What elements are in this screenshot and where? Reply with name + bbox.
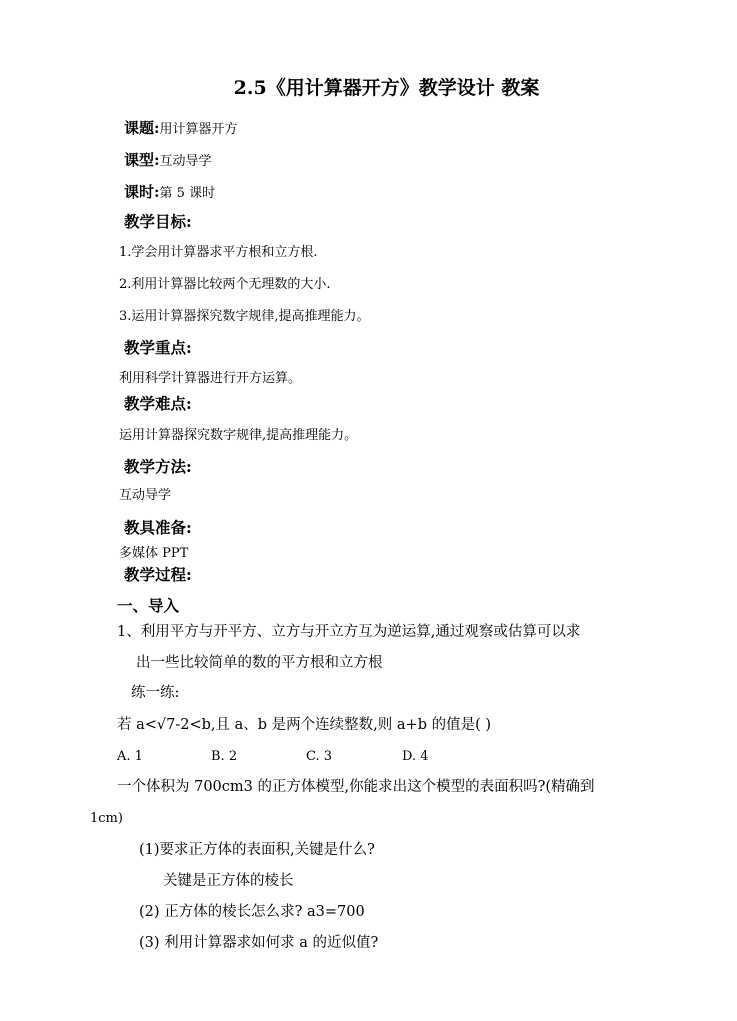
option-c: C. 3 [306,749,333,764]
type-value: 互动导学 [159,154,212,169]
problem-line-2: 1cm) [90,811,123,826]
topic-label: 课题: [124,119,160,137]
sub-question-2: (2) 正方体的棱长怎么求? a3=700 [139,904,365,920]
page-title: 2.5《用计算器开方》教学设计 教案 [233,77,540,99]
type-label: 课型: [124,151,160,169]
methods-text: 互动导学 [119,488,172,503]
practice-label: 练一练: [131,685,180,701]
section-intro-heading: 一、导入 [117,596,180,615]
sub-question-1-answer: 关键是正方体的棱长 [163,873,294,889]
topic-row [124,120,238,136]
objective-item-1: 1.学会用计算器求平方根和立方根. [119,245,318,260]
intro-item-1-line-2: 出一些比较简单的数的平方根和立方根 [136,655,383,671]
objective-item-2: 2.利用计算器比较两个无理数的大小. [119,277,331,292]
key-points-heading: 教学重点: [124,338,192,357]
type-row [124,152,212,168]
difficulties-heading: 教学难点: [124,394,192,413]
intro-item-1-line-1: 1、利用平方与开平方、立方与开立方互为逆运算,通过观察或估算可以求 [117,624,581,640]
sub-question-1: (1)要求正方体的表面积,关键是什么? [139,842,375,858]
sub-question-3: (3) 利用计算器求如何求 a 的近似值? [139,935,379,951]
period-label: 课时: [124,183,160,201]
period-value: 第 5 课时 [159,186,216,201]
key-points-text: 利用科学计算器进行开方运算。 [119,371,302,386]
methods-heading: 教学方法: [124,457,192,476]
objective-item-3: 3.运用计算器探究数字规律,提高推理能力。 [119,309,370,324]
option-d: D. 4 [402,749,429,764]
objectives-heading: 教学目标: [124,212,192,231]
difficulties-text: 运用计算器探究数字规律,提高推理能力。 [119,428,358,443]
option-a: A. 1 [117,749,143,764]
practice-question: 若 a<√7-2<b,且 a、b 是两个连续整数,则 a+b 的值是( ) [117,717,492,733]
topic-value: 用计算器开方 [159,122,238,137]
tools-text: 多媒体 PPT [119,546,189,561]
process-heading: 教学过程: [124,565,192,584]
period-row [124,184,215,200]
problem-line-1: 一个体积为 700cm3 的正方体模型,你能求出这个模型的表面积吗?(精确到 [117,779,595,795]
tools-heading: 教具准备: [124,518,192,537]
option-b: B. 2 [211,749,238,764]
